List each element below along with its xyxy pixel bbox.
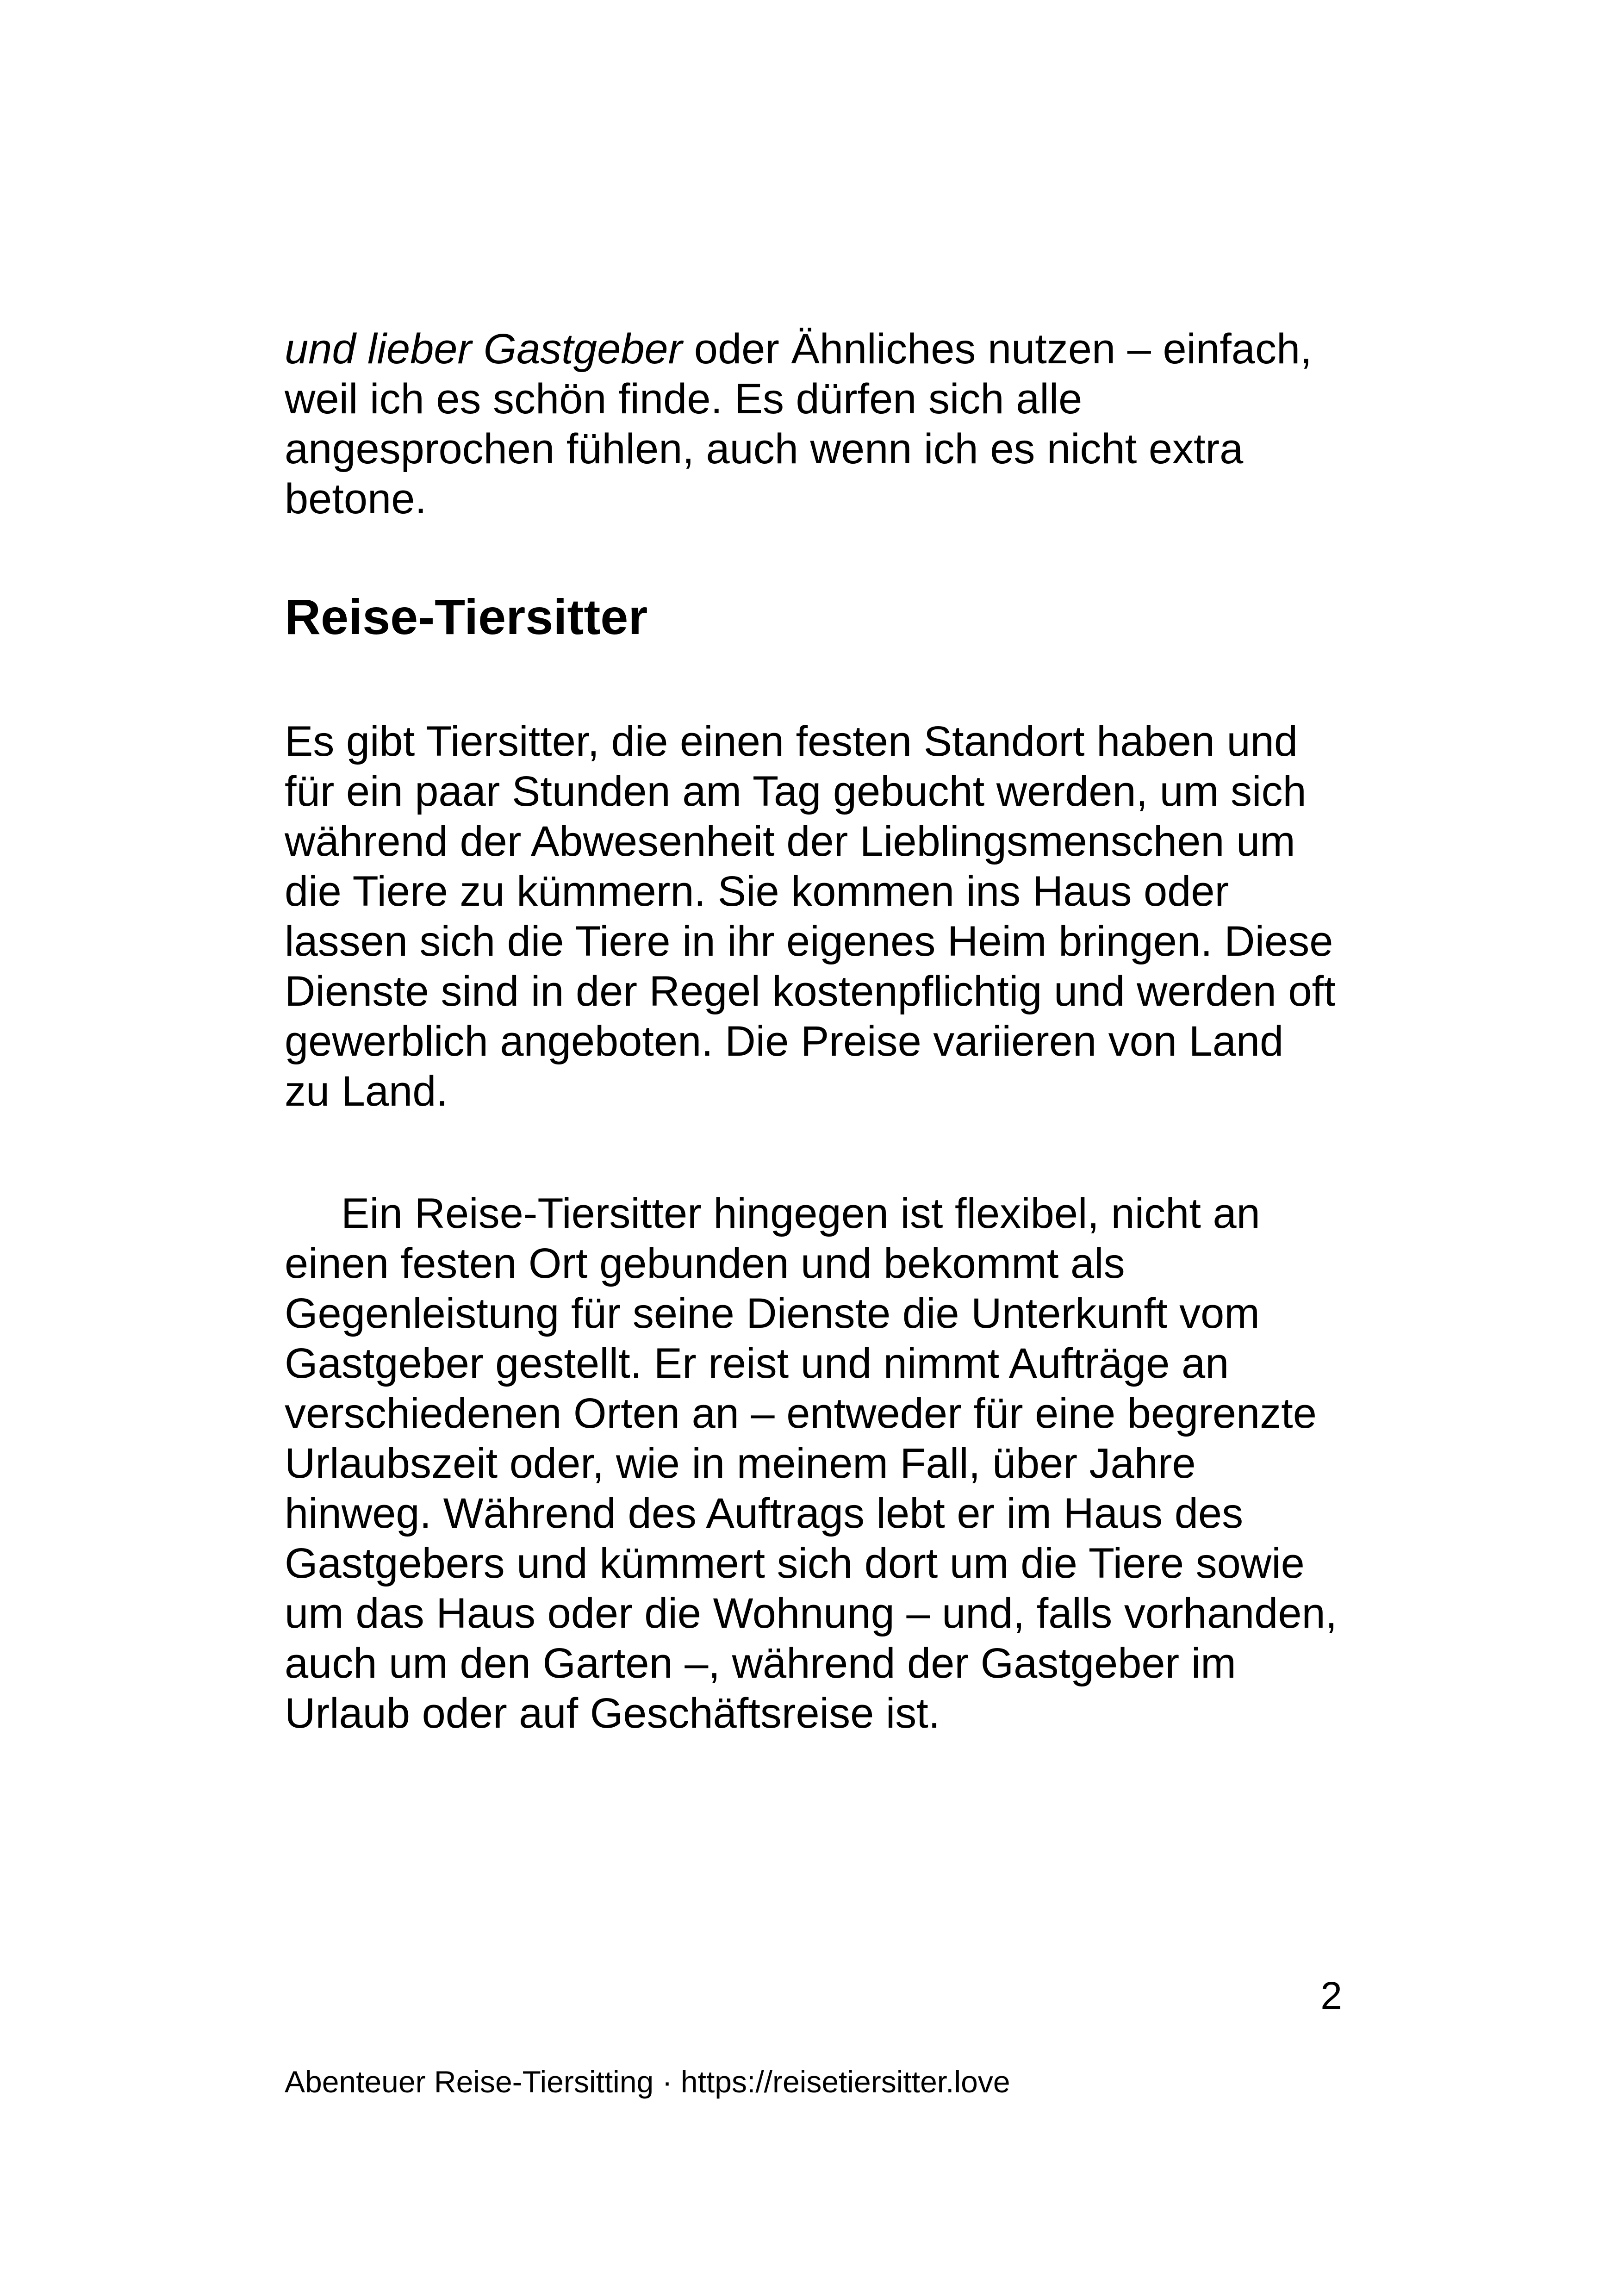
body-paragraph-2 — [285, 1188, 1349, 1738]
page-number: 2 — [1320, 1974, 1342, 2017]
paragraph-line: um das Haus oder die Wohnung – und, falls vorhanden, — [285, 1590, 1338, 1637]
section-heading: Reise-Tiersitter — [285, 589, 648, 645]
paragraph-line: Urlaub oder auf Geschäftsreise ist. — [285, 1690, 940, 1737]
paragraph-line: während der Abwesenheit der Lieblingsmenschen um — [285, 818, 1295, 865]
paragraph-line: Es gibt Tiersitter, die einen festen Standort haben und — [285, 718, 1298, 765]
paragraph-line: einen festen Ort gebunden und bekommt als — [285, 1240, 1125, 1287]
paragraph-line: verschiedenen Orten an – entweder für eine begrenzte — [285, 1390, 1317, 1437]
paragraph-line: lassen sich die Tiere in ihr eigenes Heim bringen. Diese — [285, 918, 1333, 965]
intro-paragraph — [285, 324, 1349, 524]
paragraph-line: auch um den Garten –, während der Gastgeber im — [285, 1640, 1236, 1687]
intro-line: weil ich es schön finde. Es dürfen sich alle — [285, 375, 1083, 423]
paragraph-line: Gegenleistung für seine Dienste die Unterkunft vom — [285, 1290, 1260, 1337]
body-paragraph-1 — [285, 716, 1349, 1116]
paragraph-line: Gastgebers und kümmert sich dort um die Tiere sowie — [285, 1540, 1305, 1587]
intro-line: betone. — [285, 475, 427, 523]
paragraph-line: Gastgeber gestellt. Er reist und nimmt Aufträge an — [285, 1340, 1229, 1387]
intro-line: angesprochen fühlen, auch wenn ich es nicht extra — [285, 425, 1244, 473]
intro-line-rest: oder Ähnliches nutzen – einfach, — [682, 325, 1312, 373]
paragraph-line: die Tiere zu kümmern. Sie kommen ins Haus oder — [285, 868, 1229, 915]
intro-line — [285, 324, 1349, 374]
paragraph-line: Ein Reise-Tiersitter hingegen ist flexibel, nicht an — [341, 1190, 1260, 1237]
paragraph-line: Urlaubszeit oder, wie in meinem Fall, über Jahre — [285, 1440, 1196, 1487]
paragraph-line: Dienste sind in der Regel kostenpflichtig und werden oft — [285, 968, 1336, 1015]
paragraph-line: zu Land. — [285, 1068, 448, 1115]
paragraph-line: für ein paar Stunden am Tag gebucht werden, um sich — [285, 768, 1307, 815]
intro-italic-phrase: und lieber Gastgeber — [285, 325, 683, 373]
page-footer: Abenteuer Reise-Tiersitting · https://reisetiersitter.love — [285, 2065, 1010, 2099]
paragraph-line: gewerblich angeboten. Die Preise variieren von Land — [285, 1018, 1284, 1065]
paragraph-line: hinweg. Während des Auftrags lebt er im Haus des — [285, 1490, 1244, 1537]
